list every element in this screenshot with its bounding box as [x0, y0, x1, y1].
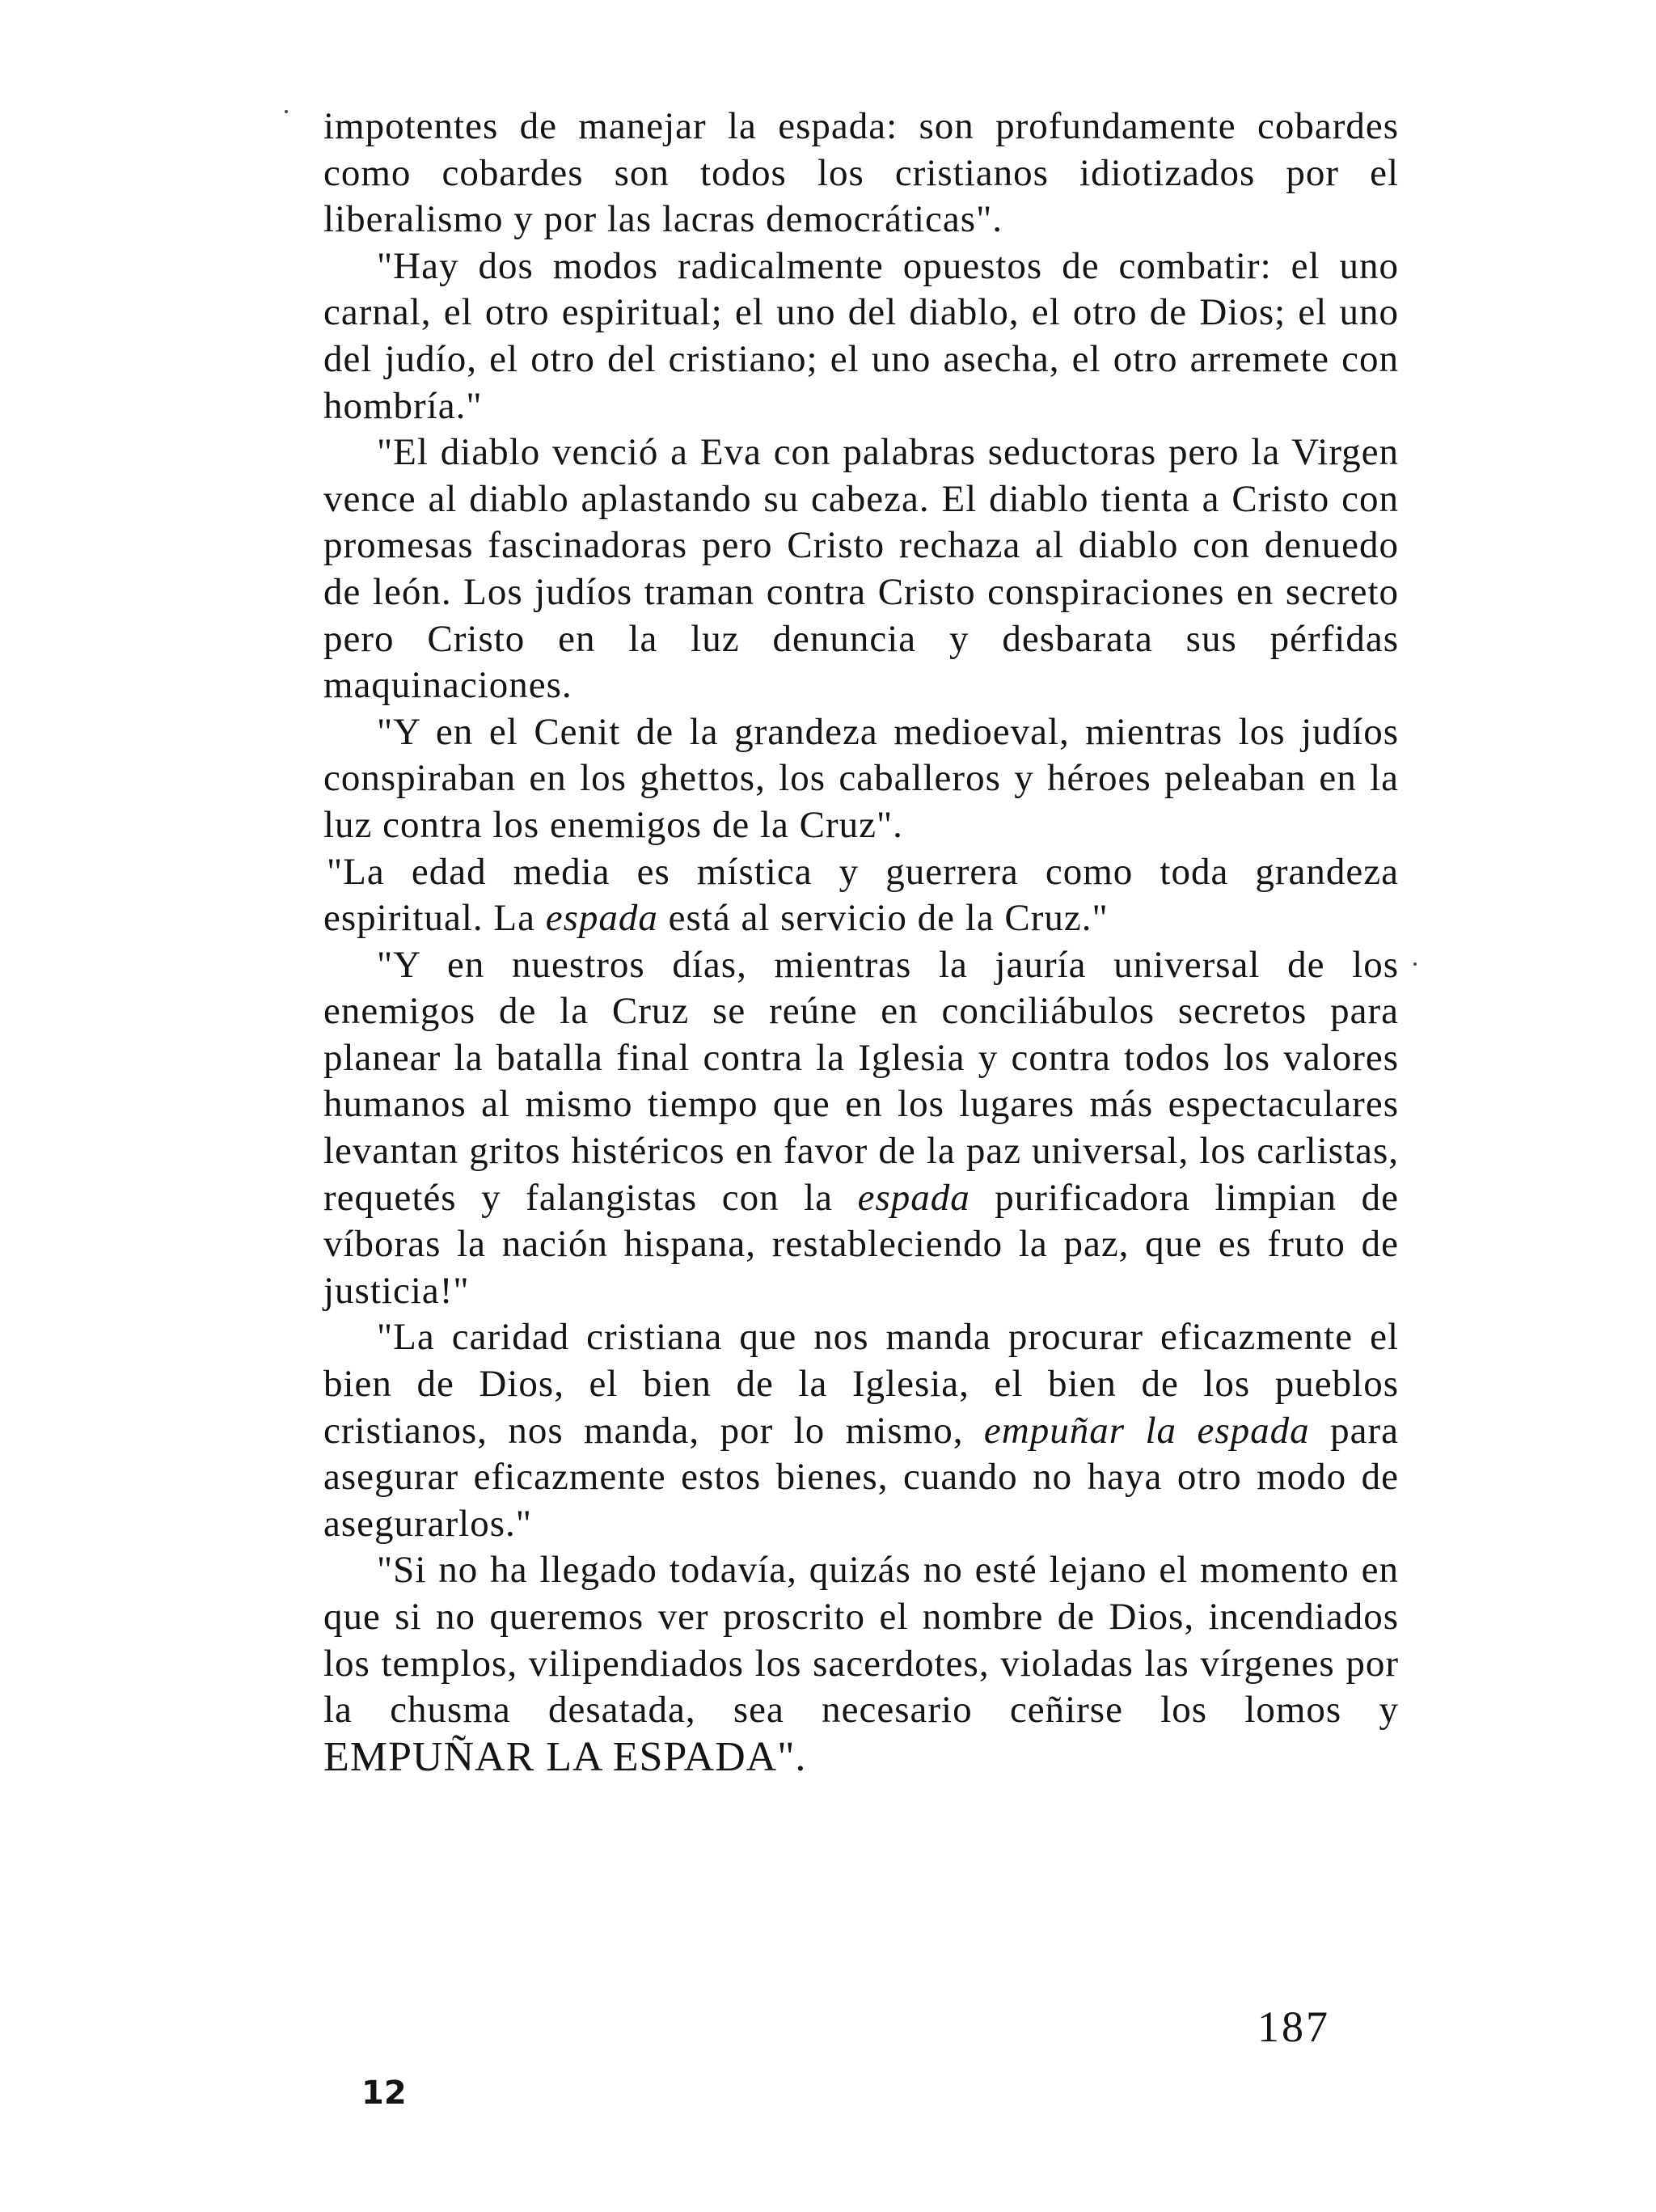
italic-emphasis: espada [857, 1176, 970, 1219]
signature-mark: 12 [361, 2075, 407, 2112]
paragraph [323, 942, 1399, 1315]
text-run: "La caridad cristiana que nos manda procurar eficazmente el bien de Dios, el bien de la Iglesia, el bien de los pueblos cristianos, nos manda, por lo mismo, [323, 1316, 1399, 1452]
paragraph [323, 429, 1399, 709]
text-run: "Si no ha llegado todavía, quizás no esté lejano el momento en que si no queremos ver proscrito el nombre de Dios, incendiados los templos, vilipendiados los sacerdotes, violadas las vírgenes por la chusma desatada, sea necesario ceñirse los lomos y [323, 1549, 1399, 1732]
italic-emphasis: espada [545, 897, 658, 940]
paragraph [323, 243, 1399, 429]
text-run: "Y en el Cenit de la grandeza medioeval, mientras los judíos conspiraban en los ghettos, los caballeros y héroes peleaban en la luz contra los enemigos de la Cruz". [323, 710, 1399, 846]
page-number: 187 [1257, 2003, 1330, 2051]
emphasized-closing: EMPUÑAR LA ESPADA". [323, 1733, 807, 1780]
paragraph [323, 104, 1399, 243]
paragraph [323, 1314, 1399, 1547]
scan-speck [1413, 962, 1417, 966]
italic-emphasis: empuñar la espada [983, 1409, 1310, 1452]
text-run: "Hay dos modos radicalmente opuestos de combatir: el uno carnal, el otro espiritual; el uno del diablo, el otro de Dios; el uno del judío, el otro del cristiano; el uno asecha, el otro arremete con hombría." [323, 244, 1399, 427]
paragraph [323, 709, 1399, 849]
text-run: "La edad media es mística y guerrera como toda grandeza espiritual. La [323, 850, 1399, 940]
text-run: purificadora limpian de víboras la nación hispana, restableciendo la paz, que es fruto de justicia!" [323, 1176, 1399, 1312]
text-run: impotentes de manejar la espada: son profundamente cobardes como cobardes son todos los cristianos idiotizados por el liberalismo y por las lacras democráticas". [323, 105, 1399, 241]
text-run: está al servicio de la Cruz." [657, 897, 1109, 940]
paragraph [323, 849, 1399, 942]
body-text [323, 104, 1399, 1782]
text-run: para asegurar eficazmente estos bienes, cuando no haya otro modo de asegurarlos." [323, 1409, 1399, 1545]
paragraph [323, 1547, 1399, 1782]
text-run: "El diablo venció a Eva con palabras seductoras pero la Virgen vence al diablo aplastando su cabeza. El diablo tienta a Cristo con promesas fascinadoras pero Cristo rechaza al diablo con denuedo de león. Los judíos traman contra Cristo conspiraciones en secreto pero Cristo en la luz denuncia y desbarata sus pérfidas maquinaciones. [323, 431, 1399, 707]
scan-speck [285, 110, 288, 113]
text-run: "Y en nuestros días, mientras la jauría universal de los enemigos de la Cruz se reúne en conciliábulos secretos para planear la batalla final contra la Iglesia y contra todos los valores humanos al mismo tiempo que en los lugares más espectaculares levantan gritos histéricos en favor de la paz universal, los carlistas, requetés y falangistas con la [323, 943, 1399, 1219]
